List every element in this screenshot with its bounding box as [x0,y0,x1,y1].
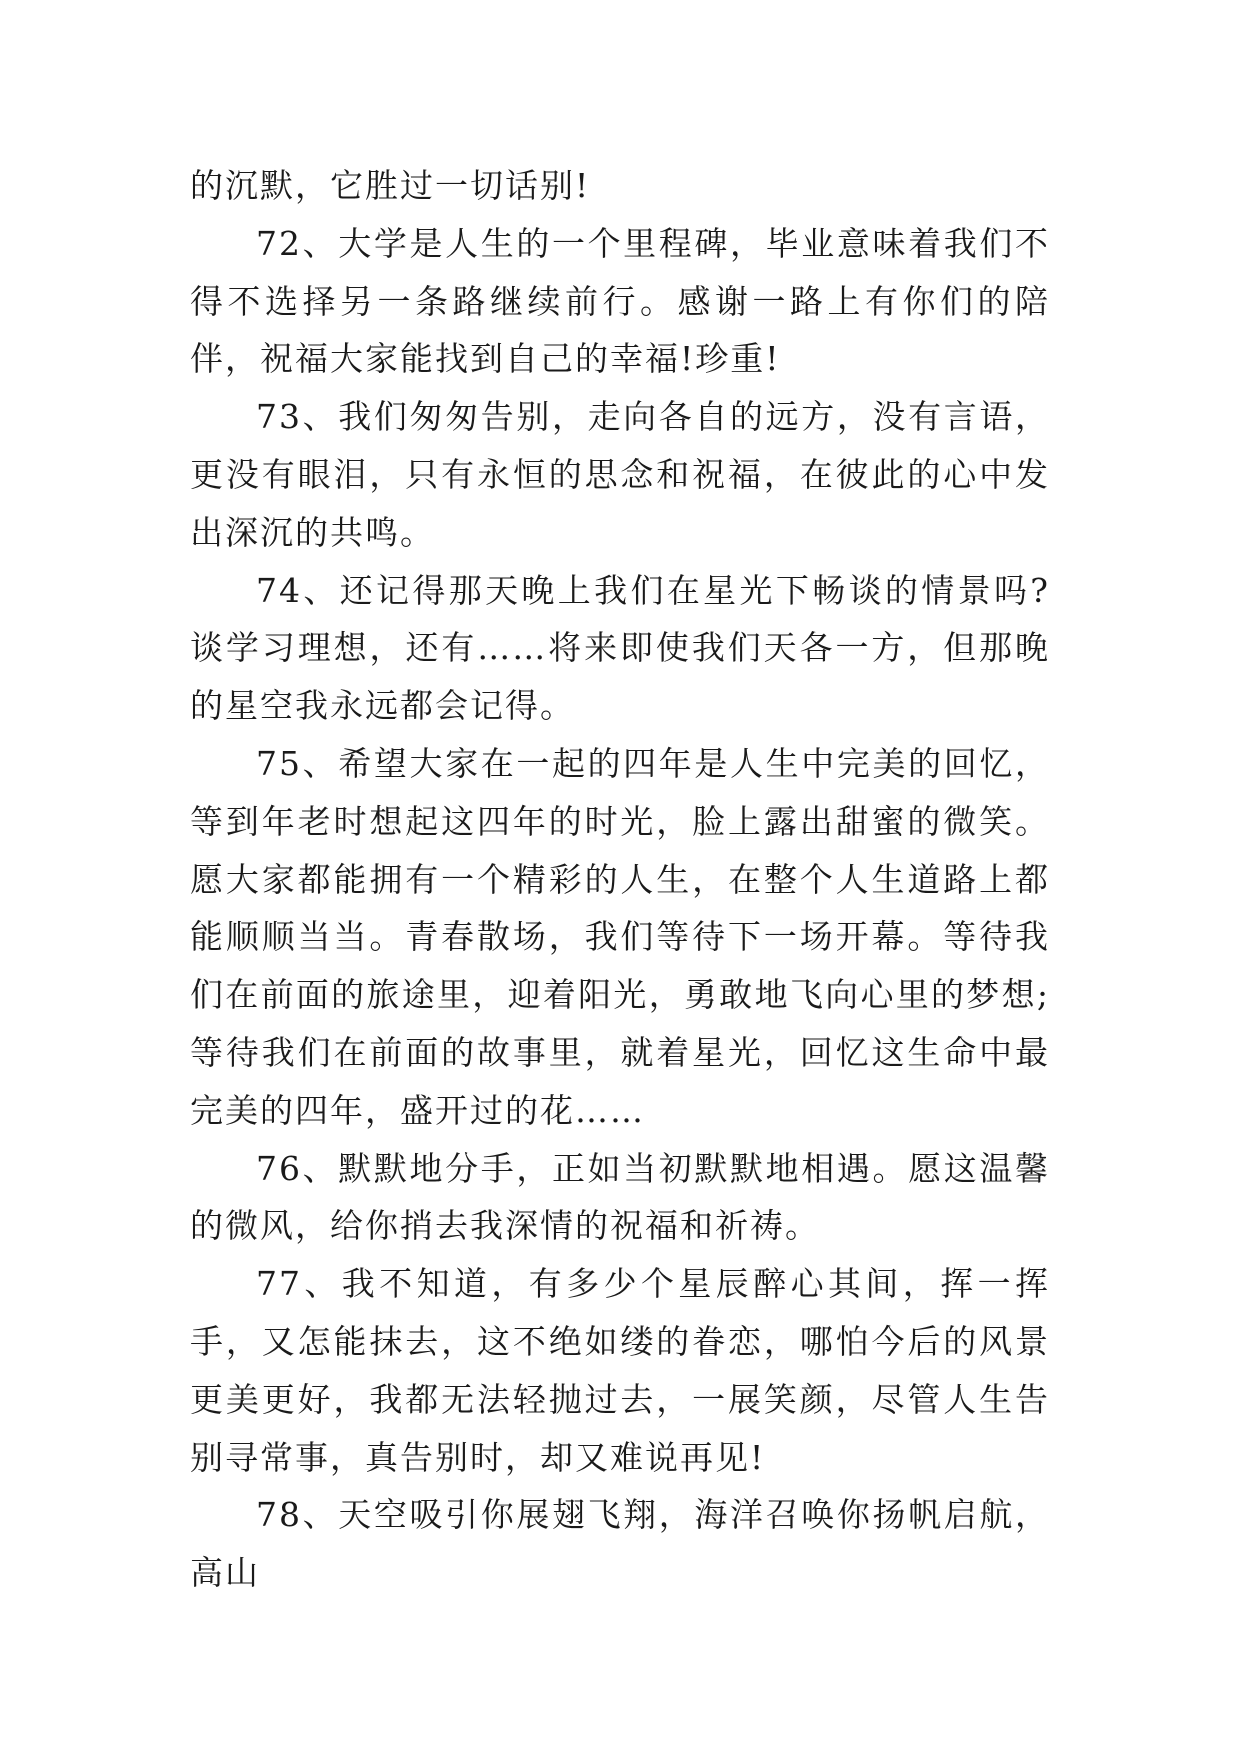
paragraph-77: 77、我不知道，有多少个星辰醉心其间，挥一挥手，又怎能抹去，这不绝如缕的眷恋，哪怕今后的风景更美更好，我都无法轻抛过去，一展笑颜，尽管人生告别寻常事，真告别时，却又难说再见! [190,1264,1050,1477]
paragraph-76: 76、默默地分手，正如当初默默地相遇。愿这温馨的微风，给你捎去我深情的祝福和祈祷。 [190,1148,1050,1246]
paragraph-continued: 的沉默，它胜过一切话别! [190,166,591,205]
paragraph-74: 74、还记得那天晚上我们在星光下畅谈的情景吗?谈学习理想，还有……将来即使我们天各一方，但那晚的星空我永远都会记得。 [190,570,1050,726]
paragraph-72: 72、大学是人生的一个里程碑，毕业意味着我们不得不选择另一条路继续前行。感谢一路上有你们的陪伴，祝福大家能找到自己的幸福!珍重! [190,223,1050,379]
document-body [190,157,1050,1602]
paragraph-75: 75、希望大家在一起的四年是人生中完美的回忆，等到年老时想起这四年的时光，脸上露出甜蜜的微笑。愿大家都能拥有一个精彩的人生，在整个人生道路上都能顺顺当当。青春散场，我们等待下一场开幕。等待我们在前面的旅途里，迎着阳光，勇敢地飞向心里的梦想;等待我们在前面的故事里，就着星光，回忆这生命中最完美的四年，盛开过的花…… [190,743,1050,1130]
paragraph-73: 73、我们匆匆告别，走向各自的远方，没有言语，更没有眼泪，只有永恒的思念和祝福，在彼此的心中发出深沉的共鸣。 [190,397,1050,552]
paragraph-78: 78、天空吸引你展翅飞翔，海洋召唤你扬帆启航，高山 [190,1495,1050,1593]
